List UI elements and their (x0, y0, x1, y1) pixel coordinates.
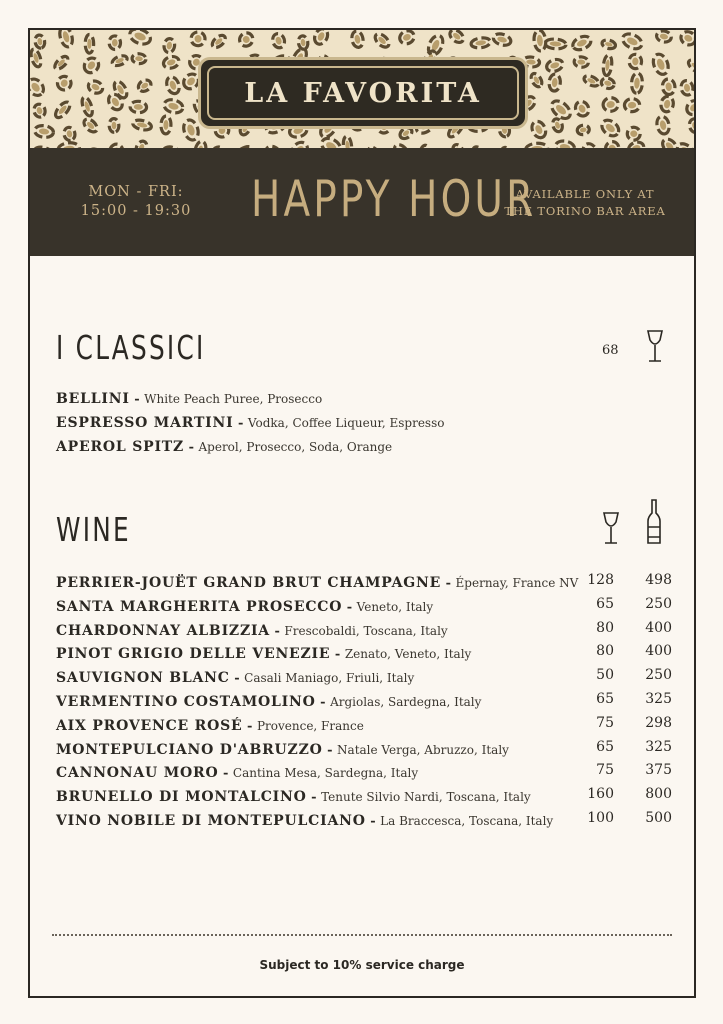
leopard-spot (289, 139, 310, 148)
leopard-spot (573, 99, 591, 118)
leopard-spot (351, 30, 365, 48)
wine-origin: Provence, France (256, 718, 364, 733)
wine-name: PERRIER-JOUËT GRAND BRUT CHAMPAGNE (56, 575, 442, 591)
wine-name: CANNONAU MORO (56, 765, 219, 782)
leopard-spot (163, 38, 176, 53)
leopard-spot (106, 92, 125, 113)
leopard-spot (128, 30, 153, 47)
bottle-price: 400 (645, 619, 672, 636)
wine-origin: Tenute Silvio Nardi, Toscana, Italy (321, 790, 531, 805)
leopard-spot (492, 32, 512, 47)
leopard-spot (81, 55, 101, 75)
leopard-spot (109, 36, 121, 50)
leopard-spot (398, 30, 417, 46)
leopard-spot (656, 30, 673, 43)
table-row: MONTEPULCIANO D'ABRUZZO - Natale Verga, Abruzzo, Italy 65 325 (56, 738, 672, 758)
wine-origin: Cantina Mesa, Sardegna, Italy (232, 766, 419, 781)
wine-name: BRUNELLO DI MONTALCINO (56, 789, 307, 806)
wine-name: CHARDONNAY ALBIZZIA (56, 622, 270, 639)
leopard-spot (161, 116, 172, 134)
glass-price: 100 (587, 810, 614, 826)
leopard-pattern-banner (30, 30, 694, 148)
leopard-spot (580, 141, 601, 148)
wine-name: VINO NOBILE DI MONTEPULCIANO (56, 813, 366, 829)
bottle-price: 250 (645, 595, 672, 612)
bottle-price: 498 (645, 572, 672, 588)
leopard-spot (163, 98, 185, 115)
leopard-spot (680, 79, 694, 96)
glass-price: 65 (596, 738, 614, 755)
table-row: VERMENTINO COSTAMOLINO - Argiolas, Sardegna, Italy 65 325 (56, 691, 672, 710)
leopard-spot (626, 126, 641, 141)
wine-origin: Argiolas, Sardegna, Italy (330, 695, 482, 709)
leopard-spot (297, 35, 308, 50)
leopard-spot (271, 32, 286, 49)
leopard-spot (237, 30, 256, 49)
leopard-spot (582, 74, 600, 88)
table-row: CANNONAU MORO - Cantina Mesa, Sardegna, Italy 75 375 (56, 762, 672, 782)
glass-price: 160 (587, 786, 614, 803)
leopard-spot (599, 117, 622, 139)
leopard-spot (602, 97, 619, 113)
leopard-spot (319, 135, 344, 148)
glass-price: 75 (596, 714, 614, 731)
list-item: BELLINI - White Peach Puree, Prosecco (56, 391, 323, 407)
table-row: BRUNELLO DI MONTALCINO - Tenute Silvio Nardi, Toscana, Italy 160 800 (56, 786, 672, 806)
leopard-spot (181, 118, 200, 142)
item-description: Vodka, Coffee Liqueur, Espresso (247, 416, 445, 430)
leopard-spot (548, 74, 561, 92)
leopard-spot (30, 48, 43, 68)
wine-name: SANTA MARGHERITA PROSECCO (56, 598, 343, 615)
glass-price: 50 (596, 667, 614, 684)
leopard-spot (684, 98, 694, 118)
wine-name: MONTEPULCIANO D'ABRUZZO (56, 741, 323, 758)
bottle-price: 298 (645, 714, 672, 731)
glass-price: 128 (587, 572, 614, 588)
happy-hour-title: HAPPY HOUR (251, 170, 537, 228)
glass-price: 80 (596, 619, 614, 636)
logo-text: LA FAVORITA (244, 78, 482, 109)
bottle-price: 500 (645, 810, 672, 826)
leopard-spot (601, 39, 616, 50)
leopard-spot (631, 73, 643, 94)
bottle-price: 375 (645, 762, 672, 779)
leopard-spot (660, 95, 675, 112)
leopard-spot (193, 140, 207, 148)
leopard-spot (602, 55, 612, 76)
happy-hour-band (30, 148, 694, 256)
leopard-spot (132, 119, 152, 132)
table-row: CHARDONNAY ALBIZZIA - Frescobaldi, Toscana, Italy 80 400 (56, 619, 672, 639)
glass-price: 65 (596, 595, 614, 612)
leopard-spot (545, 57, 564, 73)
table-row: SANTA MARGHERITA PROSECCO - Veneto, Italy 65 250 (56, 595, 672, 615)
leopard-spot (82, 117, 100, 135)
logo-plaque (198, 57, 528, 129)
leopard-spot (80, 96, 94, 117)
wine-name: PINOT GRIGIO DELLE VENEZIE (56, 646, 331, 663)
leopard-spot (574, 56, 589, 68)
menu-card (28, 28, 696, 998)
section-title-wine: WINE (56, 510, 131, 549)
leopard-spot (655, 115, 670, 135)
leopard-spot (210, 33, 227, 50)
leopard-spot (603, 139, 621, 148)
leopard-spot (629, 54, 642, 69)
leopard-spot (577, 124, 590, 135)
item-description: Aperol, Prosecco, Soda, Orange (198, 440, 393, 454)
leopard-spot (55, 74, 73, 92)
wine-name: VERMENTINO COSTAMOLINO (56, 694, 316, 710)
hours-text: MON - FRI: 15:00 - 19:30 (80, 184, 192, 219)
list-item: ESPRESSO MARTINI - Vodka, Coffee Liqueur, Espresso (56, 415, 445, 431)
leopard-spot (554, 139, 575, 148)
wine-origin: Zenato, Veneto, Italy (344, 647, 472, 662)
leopard-spot (164, 75, 181, 95)
item-name: BELLINI (56, 391, 130, 407)
leopard-spot (624, 98, 640, 112)
availability-text: AVAILABLE ONLY AT THE TORINO BAR AREA (504, 187, 666, 218)
leopard-spot (470, 37, 491, 49)
bottle-price: 800 (645, 786, 672, 803)
leopard-spot (63, 126, 76, 141)
leopard-spot (53, 54, 70, 71)
item-name: ESPRESSO MARTINI (56, 415, 234, 431)
leopard-spot (132, 53, 147, 64)
wine-bottle-icon (646, 499, 662, 545)
wine-glass-icon (646, 330, 664, 364)
wine-origin: Natale Verga, Abruzzo, Italy (337, 742, 509, 757)
leopard-spot (551, 118, 564, 133)
leopard-spot (312, 30, 330, 46)
leopard-spot (545, 38, 567, 49)
table-row: AIX PROVENCE ROSÉ - Provence, France 75 298 (56, 714, 672, 734)
bottle-price: 250 (645, 667, 672, 684)
list-item: APEROL SPITZ - Aperol, Prosecco, Soda, Orange (56, 439, 393, 455)
item-description: White Peach Puree, Prosecco (144, 392, 323, 406)
leopard-spot (571, 34, 593, 53)
wine-origin: Veneto, Italy (356, 599, 434, 614)
leopard-spot (109, 118, 119, 132)
bottle-price: 325 (645, 738, 672, 755)
leopard-spot (529, 119, 548, 140)
wine-origin: Épernay, France NV (455, 576, 579, 590)
dotted-divider (52, 934, 672, 936)
bottle-price: 400 (645, 643, 672, 660)
leopard-spot (529, 72, 544, 89)
leopard-spot (162, 55, 180, 70)
table-row: SAUVIGNON BLANC - Casali Maniago, Friuli, Italy 50 250 (56, 667, 672, 687)
leopard-spot (548, 98, 573, 122)
leopard-spot (33, 103, 47, 118)
leopard-spot (130, 101, 147, 113)
leopard-spot (373, 31, 392, 49)
leopard-spot (85, 35, 94, 54)
leopard-spot (86, 79, 104, 95)
leopard-spot (662, 78, 676, 95)
leopard-spot (688, 118, 694, 134)
wine-name: SAUVIGNON BLANC (56, 670, 230, 687)
service-charge-note: Subject to 10% service charge (259, 958, 465, 972)
bottle-price: 325 (645, 691, 672, 707)
leopard-spot (30, 76, 47, 99)
glass-price: 65 (596, 691, 614, 707)
wine-name: AIX PROVENCE ROSÉ (56, 717, 243, 734)
glass-price: 80 (596, 643, 614, 660)
leopard-spot (620, 31, 644, 52)
wine-origin: Frescobaldi, Toscana, Italy (284, 623, 448, 638)
leopard-spot (679, 30, 694, 47)
table-row: VINO NOBILE DI MONTEPULCIANO - La Braccesca, Toscana, Italy 100 500 (56, 810, 672, 829)
wine-origin: Casali Maniago, Friuli, Italy (244, 671, 415, 686)
leopard-spot (600, 76, 616, 90)
leopard-spot (34, 34, 46, 49)
wine-glass-icon (602, 512, 620, 546)
leopard-spot (34, 124, 54, 138)
leopard-spot (190, 31, 206, 47)
item-name: APEROL SPITZ (56, 439, 185, 455)
glass-price: 75 (596, 762, 614, 779)
leopard-spot (343, 136, 353, 148)
leopard-spot (136, 78, 153, 94)
table-row: PERRIER-JOUËT GRAND BRUT CHAMPAGNE - Épernay, France NV 128 498 (56, 572, 672, 591)
leopard-spot (448, 30, 466, 45)
leopard-spot (660, 136, 679, 148)
leopard-spot (651, 52, 671, 76)
table-row: PINOT GRIGIO DELLE VENEZIE - Zenato, Veneto, Italy 80 400 (56, 643, 672, 663)
leopard-spot (58, 30, 75, 48)
leopard-spot (675, 141, 694, 148)
classici-price: 68 (602, 343, 619, 358)
leopard-spot (111, 54, 129, 68)
section-title-classici: I CLASSICI (56, 328, 206, 367)
leopard-spot (686, 58, 694, 75)
wine-origin: La Braccesca, Toscana, Italy (380, 814, 554, 828)
leopard-spot (53, 100, 72, 120)
leopard-spot (627, 140, 645, 148)
leopard-spot (134, 139, 149, 148)
